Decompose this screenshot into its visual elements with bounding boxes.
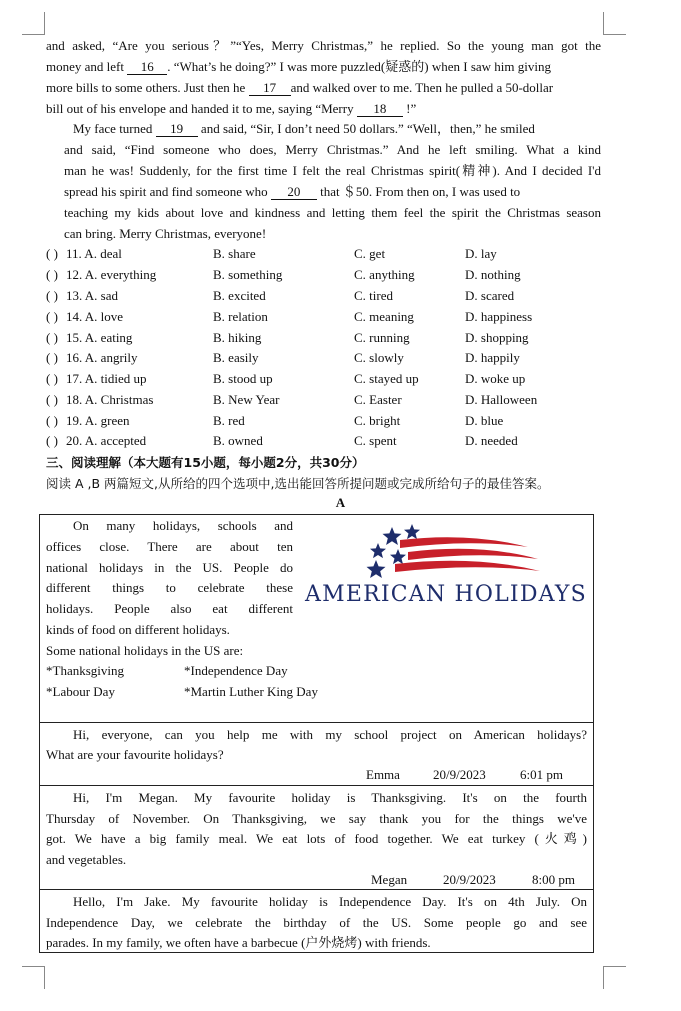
passage-line [46, 100, 601, 117]
option-d: D. blue [465, 413, 504, 428]
post-line [73, 789, 587, 806]
passage-text: spread his spirit and find someone who [64, 184, 271, 199]
post-line [46, 810, 587, 827]
question-row [46, 245, 601, 262]
passage-text: and said, “Sir, I don’t need 50 dollars.” “Well，then,” he smiled [197, 121, 535, 136]
intro-line [73, 517, 293, 534]
option-c: C. get [354, 246, 386, 261]
option-b: B. red [213, 413, 245, 428]
option-a: 19. A. green [66, 413, 130, 428]
intro-text: holidays. People also eat different [46, 601, 293, 616]
answer-paren[interactable]: ( ) [46, 330, 58, 345]
question-row [46, 329, 601, 346]
intro-line [46, 579, 293, 596]
question-row [46, 391, 601, 408]
intro-text: On many holidays, schools and [73, 518, 293, 533]
crop-mark-bottom-left [22, 966, 45, 989]
intro-line [46, 600, 293, 617]
box-divider [39, 722, 594, 723]
passage-line [64, 141, 601, 158]
holiday-item: *Labour Day [46, 684, 115, 699]
passage-text: and asked, “Are you serious？”“Yes, Merry Christmas,” he replied. So the young man got the [46, 38, 601, 53]
answer-paren[interactable]: ( ) [46, 267, 58, 282]
option-b: B. owned [213, 433, 263, 448]
option-d: D. needed [465, 433, 518, 448]
option-d: D. happily [465, 350, 520, 365]
option-d: D. scared [465, 288, 515, 303]
part-label: A [335, 495, 346, 510]
section-instruction: 阅读 A ,B 两篇短文,从所给的四个选项中,选出能回答所提问题或完成所给句子的最佳答案。 [46, 476, 550, 491]
option-b: B. something [213, 267, 283, 282]
intro-line [46, 559, 293, 576]
blank-20: 20 [271, 185, 317, 200]
passage-text: more bills to some others. Just then he [46, 80, 249, 95]
post-line [46, 914, 587, 931]
crop-mark-bottom-right [603, 966, 626, 989]
intro-text: different things to celebrate these [46, 580, 293, 595]
intro-text: national holidays in the US. People do [46, 560, 293, 575]
passage-text: money and left [46, 59, 128, 74]
option-a: 15. A. eating [66, 330, 133, 345]
option-a: 11. A. deal [66, 246, 122, 261]
passage-text: that ＄50. From then on, I was used to [316, 184, 521, 199]
logo-text: AMERICAN HOLIDAYS [305, 582, 587, 607]
option-a: 18. A. Christmas [66, 392, 154, 407]
holiday-item: *Martin Luther King Day [184, 684, 318, 699]
intro-text: kinds of food on different holidays. [46, 622, 230, 637]
option-c: C. anything [354, 267, 415, 282]
option-a: 12. A. everything [66, 267, 157, 282]
post-text: Thursday of November. On Thanksgiving, we say thank you for the things we've [46, 811, 587, 826]
option-a: 16. A. angrily [66, 350, 138, 365]
american-holidays-logo [300, 523, 590, 623]
option-d: D. woke up [465, 371, 526, 386]
passage-line [73, 120, 601, 137]
intro-text: offices close. There are about ten [46, 539, 293, 554]
post-date: 20/9/2023 [433, 767, 486, 782]
option-b: B. easily [213, 350, 259, 365]
passage-text: . “What’s he doing?” I was more puzzled(疑惑的) when I saw him giving [167, 59, 551, 74]
answer-paren[interactable]: ( ) [46, 413, 58, 428]
post-text: Independence Day, we celebrate the birthday of the US. Some people go and see [46, 915, 587, 930]
question-row [46, 349, 601, 366]
option-a: 14. A. love [66, 309, 124, 324]
option-d: D. happiness [465, 309, 533, 324]
box-divider [39, 889, 594, 890]
option-c: C. bright [354, 413, 401, 428]
post-author: Emma [366, 767, 400, 782]
option-b: B. hiking [213, 330, 262, 345]
option-c: C. slowly [354, 350, 404, 365]
intro-line [46, 538, 293, 555]
post-line [73, 726, 587, 743]
passage-text: My face turned [73, 121, 156, 136]
intro-line [46, 621, 230, 638]
option-d: D. shopping [465, 330, 529, 345]
option-b: B. New Year [213, 392, 280, 407]
blank-16: 16 [127, 60, 167, 75]
option-a: 20. A. accepted [66, 433, 147, 448]
option-c: C. Easter [354, 392, 402, 407]
post-text: Hi, I'm Megan. My favourite holiday is Thanksgiving. It's on the fourth [73, 790, 587, 805]
post-date: 20/9/2023 [443, 872, 496, 887]
passage-text: and said, “Find someone who does, Merry Christmas.” And he left smiling. What a kind [64, 142, 601, 157]
passage-line [46, 79, 601, 96]
post-text: Hello, I'm Jake. My favourite holiday is Independence Day. It's on 4th July. On [73, 894, 587, 909]
blank-17: 17 [249, 81, 291, 96]
intro-line [46, 642, 243, 659]
passage-line [64, 162, 601, 179]
blank-19: 19 [156, 122, 198, 137]
passage-line [46, 37, 601, 54]
option-d: D. Halloween [465, 392, 538, 407]
option-c: C. tired [354, 288, 393, 303]
post-text: got. We have a big family meal. We eat lots of food together. We eat turkey (火鸡) [46, 831, 587, 846]
option-b: B. relation [213, 309, 268, 324]
option-c: C. stayed up [354, 371, 419, 386]
passage-line [64, 204, 601, 221]
section-heading: 三、阅读理解（本大题有15小题，每小题2分，共30分） [46, 455, 365, 470]
question-row [46, 308, 601, 325]
passage-text: man he was! Suddenly, for the first time I felt the real Christmas spirit(精神). And I decided I'd [64, 163, 601, 178]
option-b: B. excited [213, 288, 266, 303]
post-time: 6:01 pm [520, 767, 563, 782]
crop-mark-top-right [603, 12, 626, 35]
post-line: parades. In my family, we often have a barbecue (户外烧烤) with friends. [46, 935, 431, 950]
passage-line [64, 183, 601, 200]
passage-text: and walked over to me. Then he pulled a 50-dollar [290, 80, 554, 95]
passage-line [64, 225, 266, 242]
answer-paren[interactable]: ( ) [46, 392, 58, 407]
passage-text: bill out of his envelope and handed it to me, saying “Merry [46, 101, 357, 116]
option-d: D. lay [465, 246, 497, 261]
passage-text: !” [402, 101, 417, 116]
option-c: C. running [354, 330, 410, 345]
holiday-item: *Thanksgiving [46, 663, 124, 678]
question-row [46, 432, 601, 449]
post-time: 8:00 pm [532, 872, 575, 887]
passage-text: teaching my kids about love and kindness and letting them feel the spirit the Christmas season [64, 205, 601, 220]
intro-text: Some national holidays in the US are: [46, 643, 244, 658]
box-divider [39, 785, 594, 786]
question-row [46, 287, 601, 304]
option-a: 17. A. tidied up [66, 371, 147, 386]
answer-paren[interactable]: ( ) [46, 433, 58, 448]
option-c: C. meaning [354, 309, 414, 324]
passage-line [46, 58, 601, 75]
post-line [73, 893, 587, 910]
answer-paren[interactable]: ( ) [46, 371, 58, 386]
post-text: Hi, everyone, can you help me with my school project on American holidays? [73, 727, 587, 742]
holiday-item: *Independence Day [184, 663, 288, 678]
flag-stripes-icon [395, 537, 540, 572]
answer-paren[interactable]: ( ) [46, 350, 58, 365]
question-row [46, 412, 601, 429]
post-line [46, 830, 587, 847]
post-line: and vegetables. [46, 852, 127, 867]
question-row [46, 266, 601, 283]
option-a: 13. A. sad [66, 288, 118, 303]
question-row [46, 370, 601, 387]
option-c: C. spent [354, 433, 397, 448]
option-b: B. stood up [213, 371, 273, 386]
passage-text: can bring. Merry Christmas, everyone! [64, 226, 267, 241]
answer-paren[interactable]: ( ) [46, 309, 58, 324]
post-author: Megan [371, 872, 408, 887]
option-b: B. share [213, 246, 256, 261]
post-line: What are your favourite holidays? [46, 747, 224, 762]
answer-paren[interactable]: ( ) [46, 288, 58, 303]
crop-mark-top-left [22, 12, 45, 35]
option-d: D. nothing [465, 267, 521, 282]
blank-18: 18 [357, 102, 403, 117]
answer-paren[interactable]: ( ) [46, 246, 58, 261]
